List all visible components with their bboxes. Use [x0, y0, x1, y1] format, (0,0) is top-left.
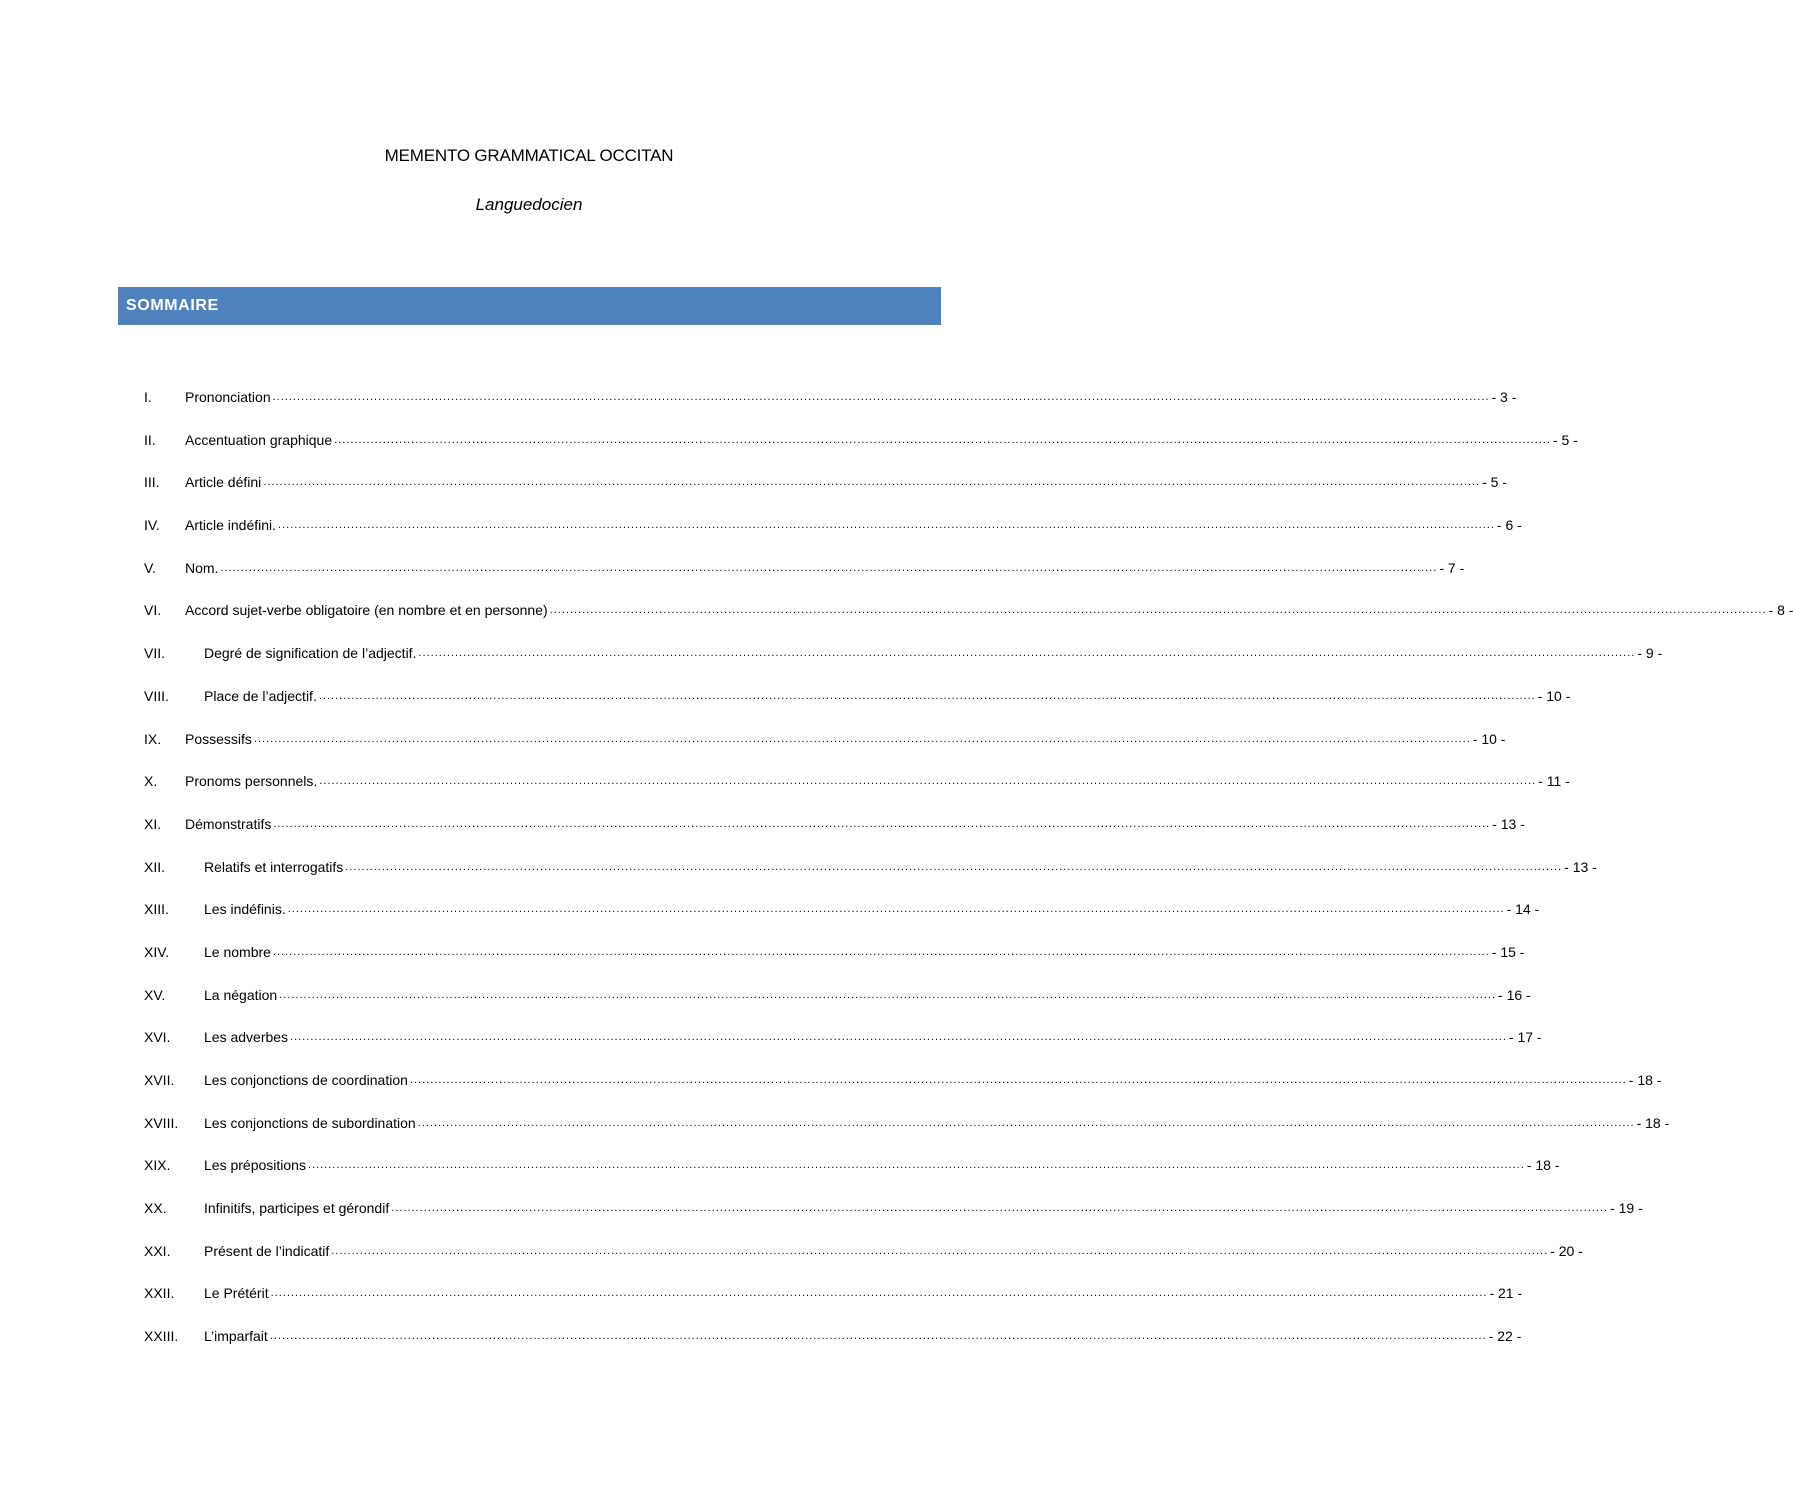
toc-dot-leader: ............................................................................................................................................................................................................................................................................................................ [290, 1031, 1507, 1044]
toc-entry[interactable] [144, 685, 1571, 728]
toc-entry-page: - 17 - [1508, 1029, 1542, 1046]
toc-entry[interactable] [144, 1240, 1583, 1283]
toc-entry-number: XX. [144, 1200, 167, 1217]
toc-entry[interactable] [144, 898, 1540, 941]
toc-entry-number: XIX. [144, 1157, 171, 1174]
toc-entry-title: Article indéfini. [185, 517, 277, 534]
toc-entry-title: Les prépositions [204, 1157, 306, 1174]
toc-entry-page: - 21 - [1489, 1285, 1523, 1302]
toc-entry-title: Démonstratifs [185, 815, 272, 832]
toc-entry-title: Infinitifs, participes et gérondif [204, 1200, 390, 1217]
toc-entry-title: Les indéfinis. [204, 901, 286, 918]
summary-heading-bar [118, 287, 941, 325]
summary-heading: SOMMAIRE [126, 297, 219, 314]
toc-entry-page: - 15 - [1491, 943, 1525, 960]
toc-entry-number: XII. [144, 858, 166, 875]
toc-entry[interactable] [144, 557, 1465, 600]
toc-dot-leader: ............................................................................................................................................................................................................................................................................................................ [319, 775, 1537, 788]
toc-dot-leader: ............................................................................................................................................................................................................................................................................................................ [409, 1074, 1627, 1086]
toc-entry-title: Accentuation graphique [185, 431, 333, 448]
toc-entry-page: - 18 - [1636, 1114, 1670, 1131]
toc-dot-leader: ............................................................................................................................................................................................................................................................................................................ [391, 1202, 1609, 1215]
toc-dot-leader: ............................................................................................................................................................................................................................................................................................................ [278, 519, 1495, 532]
toc-entry[interactable] [144, 1026, 1542, 1069]
toc-dot-leader: ............................................................................................................................................................................................................................................................................................................ [279, 988, 1497, 1001]
toc-entry-page: - 18 - [1628, 1072, 1662, 1088]
toc-entry-page: - 18 - [1526, 1157, 1560, 1174]
toc-entry-page: - 7 - [1439, 559, 1465, 576]
toc-entry[interactable] [144, 1197, 1643, 1240]
toc-entry-page: - 13 - [1492, 815, 1525, 832]
toc-entry-title: Les adverbes [204, 1029, 289, 1046]
toc-entry-page: - 14 - [1506, 901, 1540, 918]
toc-entry[interactable] [144, 813, 1525, 856]
toc-entry-title: Nom. [185, 559, 219, 576]
toc-dot-leader: ............................................................................................................................................................................................................................................................................................................ [253, 732, 1471, 745]
toc-dot-leader: ............................................................................................................................................................................................................................................................................................................ [263, 476, 1481, 489]
toc-dot-leader: ............................................................................................................................................................................................................................................................................................................ [334, 433, 1551, 446]
toc-entry-page: - 5 - [1482, 474, 1508, 491]
toc-entry[interactable] [144, 1069, 1662, 1112]
toc-entry-number: I. [144, 389, 152, 405]
toc-entry-number: XV. [144, 986, 166, 1003]
toc-entry[interactable] [144, 770, 1570, 813]
toc-entry-number: IV. [144, 517, 160, 534]
document-title: MEMENTO GRAMMATICAL OCCITAN [384, 146, 674, 165]
toc-dot-leader: ............................................................................................................................................................................................................................................................................................................ [345, 860, 1563, 873]
toc-entry-page: - 19 - [1610, 1200, 1643, 1217]
toc-entry-number: XXII. [144, 1285, 175, 1302]
toc-entry-number: XI. [144, 815, 162, 832]
toc-entry-title: La négation [204, 986, 278, 1003]
toc-entry-page: - 13 - [1564, 858, 1597, 875]
toc-entry-title: L’imparfait [204, 1328, 268, 1345]
toc-entry-title: Présent de l’indicatif [204, 1242, 330, 1259]
toc-entry-number: VII. [144, 645, 166, 662]
document-subtitle: Languedocien [475, 195, 583, 214]
toc-entry-number: III. [144, 474, 160, 491]
toc-entry-number: XXI. [144, 1242, 171, 1259]
toc-entry[interactable] [144, 1112, 1670, 1155]
toc-entry-page: - 22 - [1488, 1328, 1522, 1345]
toc-dot-leader: ............................................................................................................................................................................................................................................................................................................ [307, 1159, 1525, 1172]
toc-entry-number: VIII. [144, 687, 169, 704]
toc-entry[interactable] [144, 984, 1531, 1027]
toc-entry-number: XIII. [144, 901, 169, 918]
toc-entry-title: Les conjonctions de subordination [204, 1114, 416, 1131]
toc-entry-number: VI. [144, 602, 162, 619]
toc-dot-leader: ............................................................................................................................................................................................................................................................................................................ [269, 1330, 1487, 1343]
toc-dot-leader: ............................................................................................................................................................................................................................................................................................................ [270, 1287, 1488, 1300]
toc-entry[interactable] [144, 429, 1578, 472]
toc-entry-number: XVIII. [144, 1114, 179, 1131]
toc-entry[interactable] [144, 514, 1522, 557]
toc-entry-page: - 16 - [1498, 986, 1531, 1003]
toc-entry-title: Accord sujet-verbe obligatoire (en nombre et en personne) [185, 602, 548, 619]
toc-entry[interactable] [144, 728, 1506, 771]
toc-entry[interactable] [144, 1154, 1560, 1197]
toc-entry-number: XIV. [144, 943, 170, 960]
toc-entry-title: Article défini [185, 474, 262, 491]
toc-entry-page: - 20 - [1550, 1242, 1583, 1259]
toc-entry-title: Le nombre [204, 943, 271, 960]
toc-entry-page: - 3 - [1491, 389, 1517, 405]
toc-entry-number: V. [144, 559, 156, 576]
toc-entry-title: Possessifs [185, 730, 252, 747]
toc-entry-page: - 5 - [1552, 431, 1578, 448]
table-of-contents [144, 386, 1793, 1368]
toc-entry-number: XVII. [144, 1072, 175, 1088]
toc-dot-leader: ............................................................................................................................................................................................................................................................................................................ [272, 391, 1490, 403]
toc-entry-number: IX. [144, 730, 162, 747]
toc-entry-title: Degré de signification de l’adjectif. [204, 645, 417, 662]
toc-entry-title: Pronoms personnels. [185, 773, 318, 790]
toc-dot-leader: ............................................................................................................................................................................................................................................................................................................ [220, 561, 1438, 574]
toc-entry[interactable] [144, 386, 1517, 429]
toc-entry-page: - 10 - [1472, 730, 1506, 747]
toc-entry-title: Relatifs et interrogatifs [204, 858, 344, 875]
toc-dot-leader: ............................................................................................................................................................................................................................................................................................................ [418, 647, 1636, 660]
toc-entry-number: II. [144, 431, 156, 448]
toc-entry[interactable] [144, 471, 1508, 514]
toc-entry-number: XXIII. [144, 1328, 179, 1345]
toc-entry-title: Place de l’adjectif. [204, 687, 317, 704]
toc-dot-leader: ............................................................................................................................................................................................................................................................................................................ [417, 1116, 1635, 1129]
toc-entry-number: XVI. [144, 1029, 171, 1046]
toc-entry[interactable] [144, 1282, 1523, 1325]
toc-entry-title: Les conjonctions de coordination [204, 1072, 408, 1088]
toc-dot-leader: ............................................................................................................................................................................................................................................................................................................ [331, 1244, 1549, 1257]
toc-entry-page: - 6 - [1496, 517, 1522, 534]
toc-entry-number: X. [144, 773, 158, 790]
toc-entry-title: Prononciation [185, 389, 271, 405]
toc-entry[interactable] [144, 941, 1525, 984]
toc-entry[interactable] [144, 1325, 1522, 1368]
toc-entry-page: - 10 - [1537, 687, 1571, 704]
toc-dot-leader: ............................................................................................................................................................................................................................................................................................................ [272, 945, 1490, 958]
toc-dot-leader: ............................................................................................................................................................................................................................................................................................................ [549, 604, 1767, 617]
toc-entry-title: Le Prétérit [204, 1285, 269, 1302]
toc-entry-page: - 11 - [1538, 773, 1570, 790]
toc-entry[interactable] [144, 599, 1793, 642]
toc-dot-leader: ............................................................................................................................................................................................................................................................................................................ [287, 903, 1505, 916]
toc-dot-leader: ............................................................................................................................................................................................................................................................................................................ [273, 817, 1491, 830]
toc-dot-leader: ............................................................................................................................................................................................................................................................................................................ [318, 689, 1536, 702]
toc-entry[interactable] [144, 856, 1597, 899]
toc-entry-page: - 9 - [1637, 645, 1663, 662]
toc-entry-page: - 8 - [1768, 602, 1793, 619]
toc-entry[interactable] [144, 642, 1663, 685]
